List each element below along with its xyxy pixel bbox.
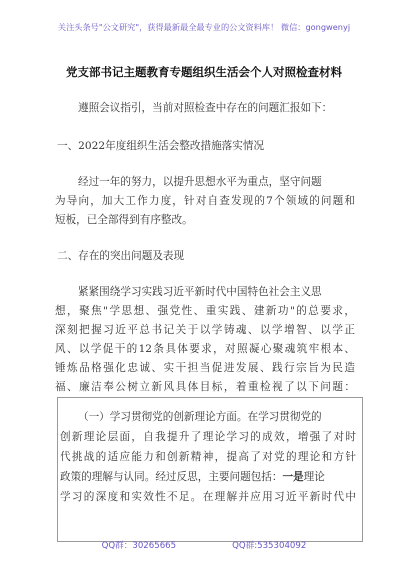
emphasis-text: 一是: [282, 471, 304, 483]
section-heading-1: 一、2022年度组织生活会整改措施落实情况: [57, 140, 265, 152]
paragraph-line: 锤炼品格强化忠诚、实干担当促进发展、践行宗旨为民造: [55, 362, 355, 374]
document-title: 党支部书记主题教育专题组织生活会个人对照检查材料: [66, 65, 342, 79]
footer-qq-group-2: QQ群:535304092: [232, 541, 307, 551]
footer-qq-group-1: QQ群：30265665: [101, 541, 177, 551]
header-note: 关注头条号"公文研究"，获得最新最全最专业的公文资料库！ 微信：gongwenyj: [57, 22, 351, 32]
paragraph-line: 想，聚焦"学思想、强党性、重实践、建新功"的总要求，: [55, 305, 355, 317]
paragraph-line: [60, 469, 356, 484]
subsection-heading: （一）学习贯彻党的创新理论方面。在学习贯彻党的: [78, 411, 322, 423]
paragraph-line: 创新理论层面，自我提升了理论学习的成效，增强了对时: [60, 431, 356, 443]
paragraph-line: 经过一年的努力，以提升思想水平为重点，坚守问题: [78, 176, 322, 188]
paragraph-line: 短板，已全部得到有序整改。: [55, 214, 193, 226]
section-heading-2: 二、存在的突出问题及表现: [57, 250, 185, 262]
paragraph-line: 深刻把握习近平总书记关于以学铸魂、以学增智、以学正: [55, 324, 355, 336]
footer-contact: [0, 539, 408, 551]
paragraph-text: 政策的理解与认同。经过反思，主要问题包括：: [60, 471, 283, 483]
paragraph-line: 紧紧围绕学习实践习近平新时代中国特色社会主义思: [78, 286, 322, 298]
paragraph-line: 风、以学促干的12条具体要求，对照凝心聚魂筑牢根本、: [55, 343, 355, 355]
paragraph-text: 理论: [303, 471, 325, 483]
intro-line: 遵照会议指引，当前对照检查中存在的问题汇报如下：: [78, 102, 333, 114]
paragraph-line: 学习的深度和实效性不足。在理解并应用习近平新时代中: [60, 491, 356, 503]
paragraph-line: 代挑战的适应能力和创新精神，提高了对党的理论和方针: [60, 451, 356, 463]
paragraph-line: 为导向，加大工作力度，针对自查发现的7个领域的问题和: [55, 195, 355, 207]
paragraph-line: 福、廉洁奉公树立新风具体目标，着重检视了以下问题：: [55, 381, 355, 393]
